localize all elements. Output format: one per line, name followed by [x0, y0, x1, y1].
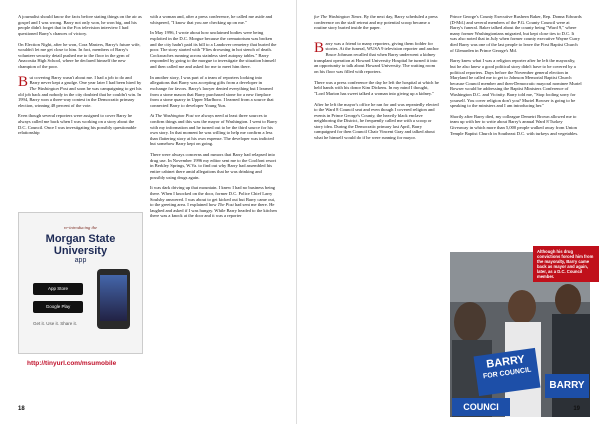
- page-number: 18: [18, 406, 25, 412]
- paragraph-text: we always need at least three sources to confirm things and this was the mayor of Washington. I went to Barry with my information and he turned out to be the third source for his own story. In that moment he was willing to help me confirm a less than flattering story at his own expense. The developer was indicted but somehow Barry kept on going.: [150, 113, 278, 147]
- ad-title: Morgan State University: [45, 233, 116, 257]
- paragraph: [18, 75, 142, 109]
- paragraph: [314, 14, 440, 31]
- paragraph-text: had sent me there. He laughed and asked if I was hungry. While Barry headed to the kitchen there was a knock at the door and it was a reporter: [150, 202, 277, 219]
- ad-url-link[interactable]: http://tinyurl.com/msumobile: [27, 360, 117, 367]
- paragraph: In another story, I was part of a team of reporters looking into allegations that Barry was accepting gifts from a developer in exchange for favors. Barry's lawyer denied everything but I learned from a stone mason that Barry purchased stone for a new fireplace from a stone quarry in Upper Marlboro. I learned from a source that connected Barry to developer Young Yun.: [150, 74, 274, 108]
- publication-name: At The Washington Post: [150, 113, 194, 119]
- right-column-2: [450, 14, 582, 141]
- sign-text: BARRY: [485, 353, 526, 371]
- paragraph: [314, 41, 440, 75]
- paragraph-text: arry was a friend to many reporters, giving them fodder for stories. At the funeral, WUSA 9 television reporter and anchor Bruce Johnson recalled that when Barry underwent a kidney transplant operation at Howard University Hospital he turned it into an opportunity to talk about Howard University. The waiting room on his floor was filled with reporters.: [314, 40, 439, 74]
- ad-intro-text: re-introducing the: [63, 225, 98, 230]
- paragraph-text: It was dark driving up that mountain. I knew I had no business being there. When I knocked on the door, former D.C. Police Chief Larry Soulsby answered. I was about to get kicked out but Barry came out, to the greeting area. I explained how: [150, 185, 276, 208]
- campaign-sign: BARRY: [545, 374, 589, 398]
- ad-subtitle: app: [74, 257, 87, 264]
- paragraph: Even though several reporters were assigned to cover Barry he always called me back when I was working on a story about the D.C. Council. Once I was investigating his possibly questionable relationship: [18, 113, 137, 136]
- paragraph: Barry knew what I was a religion reporter after he left the mayoralty, but he also knew a good political story didn't have to be covered by a political reporters. Days before the November general election in Maryland he called me to get to Johnson Memorial Baptist Church because Council member and then-Democratic mayoral nominee Muriel Bowser would be addressing the Baptist Ministers Conference of Washington D.C. and Vicinity. Barry told me, "Stop fooling sorry for yourself. You cover religion don't you? Muriel Bowser is going to be speaking to the ministers and I am introducing her.": [450, 58, 582, 109]
- app-advertisement[interactable]: [18, 212, 143, 367]
- paragraph: There were always concerns and rumors that Barry had relapsed into drug use. In November 1996 my editor sent me to the Coolfont resort in Berkley Springs, W.Va. to find out why Barry had assembled his entire cabinet there amid allegations that he was drinking and possibly using drugs again.: [150, 152, 277, 180]
- ad-tagline: Get it. Use it. Share it.: [33, 321, 78, 326]
- google-play-badge[interactable]: Google Play: [33, 301, 83, 313]
- paragraph: In May 1996, I wrote about how unclaimed bodies were being exploited in the D.C. Morgue because the crematorium was broken and the city hadn't paid its bill to a Landover cemetery that buried the poor. The story started with "Flies drowning in hot stench of death. Cockroaches running across stainless steel autopsy tables." Barry responded by going to the morgue to investigate the situation himself and then called me and asked for me to meet him there.: [150, 30, 277, 69]
- left-page: [0, 0, 297, 424]
- phone-icon: [97, 269, 130, 329]
- sign-text: FOR COUNCIL: [482, 366, 532, 381]
- left-column-2: [150, 14, 278, 224]
- paragraph: On Election Night, after he won, Cora Masters, Barry's future wife, wouldn't let me get close to him. In fact, members of Barry's volunteer security detail pushed me to the floor in the gym of Anacostia High School, where he declared himself the new champion of the poor.: [18, 41, 141, 69]
- paragraph: After he left the mayor's office he ran for and was repeatedly elected to the Ward 8 Council seat and even though I covered religion and events in Prince George's County, the heavily black enclave neighboring the District, he frequently called me with a scoop or story idea. During the Democratic primary last April, Barry campaigned for then Council Chair Vincent Gray and talked about what he himself would do if he were running for mayor.: [314, 101, 439, 141]
- paragraph: with a woman and, after a press conference, he called me aside and whispered, "I know that you are checking up on me.": [150, 14, 273, 25]
- paragraph: [150, 113, 278, 147]
- page-number: 19: [573, 406, 580, 412]
- paragraph-text: . By the next day, Barry scheduled a press conference on the staff retreat and my potential scoop became a routine story buried inside the paper.: [314, 14, 438, 31]
- paragraph-text: and soon he was campaigning to get his old job back and nobody in the city doubted that he couldn't win. In 1994, Barry won a three-way contest in the Democratic primary election, winning 48 percent of the vote.: [18, 85, 142, 108]
- paragraph: [150, 185, 278, 219]
- paragraph: There was a press conference the day he left the hospital at which he held hands with his donor Kim Dickens. In my mind I thought, "Lord Marion has sweet talked a woman into giving up a kidney.": [314, 79, 439, 96]
- campaign-sign: [474, 348, 541, 396]
- right-column-1: [314, 14, 440, 146]
- drop-cap: B: [314, 39, 325, 56]
- app-store-badge[interactable]: App Store: [33, 283, 83, 295]
- publication-name: for The Washington Times: [314, 14, 362, 19]
- paragraph: A journalist should know the facts before stating things on the air as gospel and I was wrong. Barry not only won, he won big, and his people didn't forget that in the Fox television interview I had questioned Barry's chances of victory.: [18, 14, 142, 36]
- right-page: [300, 0, 600, 424]
- publication-name: The Post: [217, 202, 234, 208]
- left-column-1: [18, 14, 142, 141]
- campaign-sign: COUNCI: [452, 398, 510, 416]
- drop-cap: B: [18, 73, 29, 90]
- publication-name: The Washington Post: [29, 85, 68, 91]
- paragraph-text: ut covering Barry wasn't about me. I had a job to do and Barry never kept a grudge. One year later I had been hired by: [29, 74, 142, 86]
- paragraph: Prince George's County Executive Rushern Baker, Rep. Donna Edwards (D-Md.) and several members of the P.G. County Council were at Barry's funeral. Baker talked about the county being "Ward 9," where many former Washingtonians migrated, but kept close ties to D.C. It was also noted that in July when former county executive Wayne Curry died Barry was one of the last people to leave the First Baptist Church of Glenarden in Prince George's Md.: [450, 14, 582, 53]
- photo-caption: Although his drug convictions forced him from the mayoralty, Barry came back as mayor and again, later, as a D.C. Council member.: [533, 246, 599, 282]
- paragraph: Shortly after Barry died, my colleague Demetri Brown allowed me to team up with her to write about Barry's annual Ward 8 Turkey Giveaway in which more than 5,000 people walked away from Union Temple Baptist Church in Southeast D.C. with turkeys and vegetables.: [450, 113, 579, 136]
